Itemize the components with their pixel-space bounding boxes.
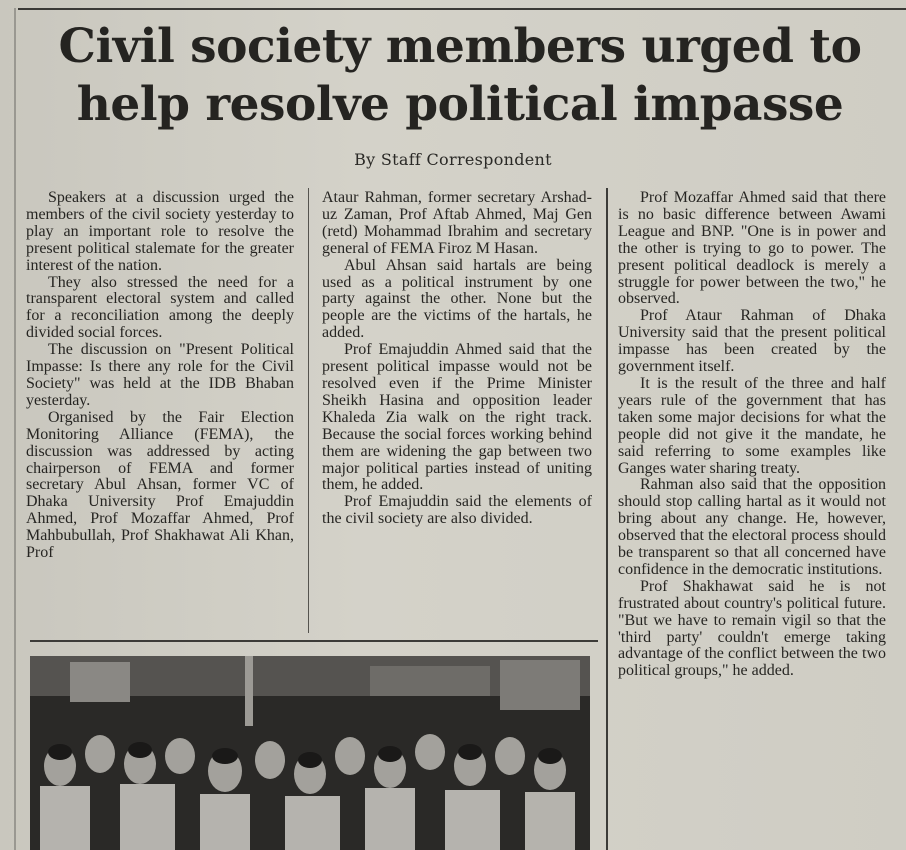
column-rule: [308, 188, 309, 633]
paragraph: Prof Mozaffar Ahmed said that there is no basic difference between Awami League and BNP. "One is in power and the other is trying to go to power. The present political deadlock is merely a struggle for power between the two," he observed.: [618, 189, 886, 308]
paragraph: Abul Ahsan said hartals are being used as a political instrument by one party against the other. None but the people are the victims of the hartals, he added.: [322, 256, 592, 342]
headline: [20, 18, 900, 134]
article-column-2: [322, 190, 592, 528]
headline-line-2: help resolve political impasse: [76, 77, 844, 132]
article-column-1: [26, 190, 294, 562]
paragraph: The discussion on "Present Political Impasse: Is there any role for the Civil Society" was held at the IDB Bhaban yesterday.: [26, 341, 294, 409]
paragraph: Speakers at a discussion urged the members of the civil society yesterday to play an important role to resolve the present political stalemate for the greater interest of the nation.: [26, 189, 294, 274]
byline: By Staff Correspondent: [354, 150, 552, 169]
paragraph: Prof Emajuddin said the elements of the civil society are also divided.: [322, 493, 592, 528]
top-rule: [18, 8, 906, 10]
column-rule: [606, 188, 608, 850]
photo-top-rule: [30, 640, 598, 642]
clipping-edge: [14, 8, 16, 850]
headline-line-1: Civil society members urged to: [58, 19, 862, 74]
paragraph: Prof Shakhawat said he is not frustrated about country's political future. "But we have to remain vigil so that the 'third party' couldn't emerge taking advantage of the conflict between the two political groups," he added.: [618, 577, 886, 680]
paragraph: They also stressed the need for a transparent electoral system and called for a reconciliation among the deeply divided social forces.: [26, 273, 294, 342]
paragraph: Organised by the Fair Election Monitoring Alliance (FEMA), the discussion was addressed by acting chairperson of FEMA and former secretary Abul Ahsan, former VC of Dhaka University Prof Emajuddin Ahmed, Prof Mozaffar Ahmed, Prof Mahbubullah, Prof Shakhawat Ali Khan, Prof: [26, 408, 294, 562]
paragraph: It is the result of the three and half years rule of the government that has taken some major decisions for what the people did not give it the mandate, he said referring to some examples like Ganges water sharing treaty.: [618, 374, 886, 477]
article-column-3: [618, 190, 886, 680]
paragraph: Prof Ataur Rahman of Dhaka University said that the present political impasse has been created by the government itself.: [618, 307, 886, 376]
paragraph: Rahman also said that the opposition should stop calling hartal as it would not bring about any change. He, however, observed that the electoral process should be transparent so that all concerned have confidence in the democratic institutions.: [618, 476, 886, 578]
audience-photo: [30, 656, 590, 850]
paragraph: Ataur Rahman, former secretary Arshad-uz Zaman, Prof Aftab Ahmed, Maj Gen (retd) Mohammad Ibrahim and secretary general of FEMA Firoz M Hasan.: [322, 189, 592, 257]
paragraph: Prof Emajuddin Ahmed said that the present political impasse would not be resolved even if the Prime Minister Sheikh Hasina and opposition leader Khaleda Zia walk on the right track. Because the social forces working behind them are widening the gap between two major political parties instead of uniting them, he added.: [322, 341, 592, 494]
news-photo: [30, 656, 590, 850]
